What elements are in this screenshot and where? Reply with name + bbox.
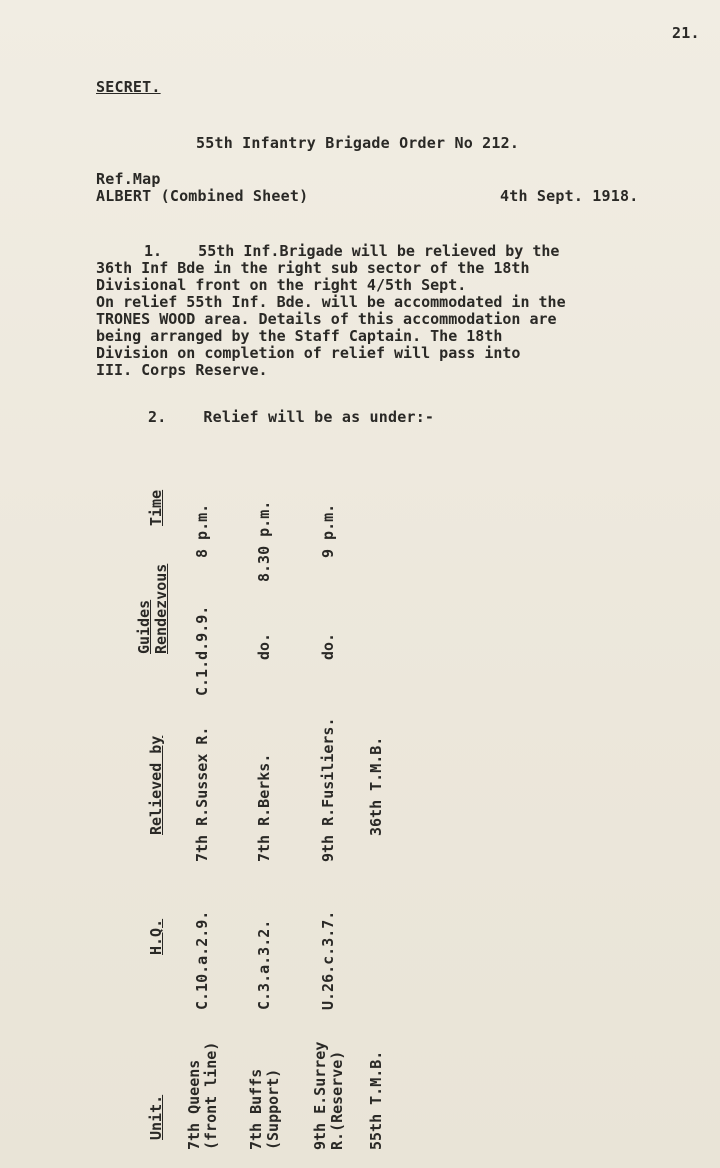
header-relieved-by: Relieved by (147, 735, 165, 835)
paragraph-line: On relief 55th Inf. Bde. will be accommodated in the (96, 293, 566, 311)
paragraph-2: 2. Relief will be as under:- (148, 408, 435, 426)
row2-guides: do. (255, 632, 273, 660)
row3-guides: do. (319, 632, 337, 660)
row2-relieved-by: 7th R.Berks. (255, 753, 273, 862)
relief-table (136, 440, 436, 1160)
row1-time: 8 p.m. (193, 503, 211, 558)
row3-unit: 9th E.Surrey (311, 1041, 329, 1150)
page-number: 21. (672, 24, 700, 42)
row3-hq: U.26.c.3.7. (319, 910, 337, 1010)
header-hq: H.Q. (147, 918, 165, 955)
header-guides: Guides (135, 599, 153, 654)
row1-unit: 7th Queens (185, 1059, 203, 1150)
header-rendezvous: Rendezvous (152, 563, 170, 654)
row1-relieved-by: 7th R.Sussex R. (193, 726, 211, 862)
ref-map-label: Ref.Map (96, 170, 161, 188)
paragraph-line: TRONES WOOD area. Details of this accommodation are (96, 310, 557, 328)
row1-unit-sub: (front line) (202, 1041, 220, 1150)
order-date: 4th Sept. 1918. (500, 187, 639, 205)
row3-unit-sub: R.(Reserve) (328, 1050, 346, 1150)
header-unit: Unit. (147, 1094, 165, 1140)
row2-unit-sub: (Support) (264, 1068, 282, 1150)
paragraph-1 (96, 243, 696, 379)
classification-heading: SECRET. (96, 78, 161, 96)
row2-time: 8.30 p.m. (255, 500, 273, 582)
paragraph-line: Divisional front on the right 4/5th Sept. (96, 276, 467, 294)
row1-guides: C.1.d.9.9. (193, 605, 211, 696)
header-time: Time (147, 489, 165, 526)
paragraph-line: being arranged by the Staff Captain. The 18th (96, 327, 503, 345)
paragraph-line: Division on completion of relief will pass into (96, 344, 521, 362)
map-sheet: ALBERT (Combined Sheet) (96, 187, 309, 205)
row2-unit: 7th Buffs (247, 1068, 265, 1150)
row1-hq: C.10.a.2.9. (193, 910, 211, 1010)
paragraph-line: III. Corps Reserve. (96, 361, 268, 379)
row3-relieved-by: 9th R.Fusiliers. (319, 717, 337, 862)
row4-relieved-by: 36th T.M.B. (367, 736, 385, 836)
order-title: 55th Infantry Brigade Order No 212. (196, 134, 520, 152)
paragraph-line: 36th Inf Bde in the right sub sector of the 18th (96, 259, 530, 277)
row4-unit: 55th T.M.B. (367, 1050, 385, 1150)
row3-time: 9 p.m. (319, 503, 337, 558)
paragraph-line: 1. 55th Inf.Brigade will be relieved by the (144, 242, 560, 260)
row2-hq: C.3.a.3.2. (255, 919, 273, 1010)
